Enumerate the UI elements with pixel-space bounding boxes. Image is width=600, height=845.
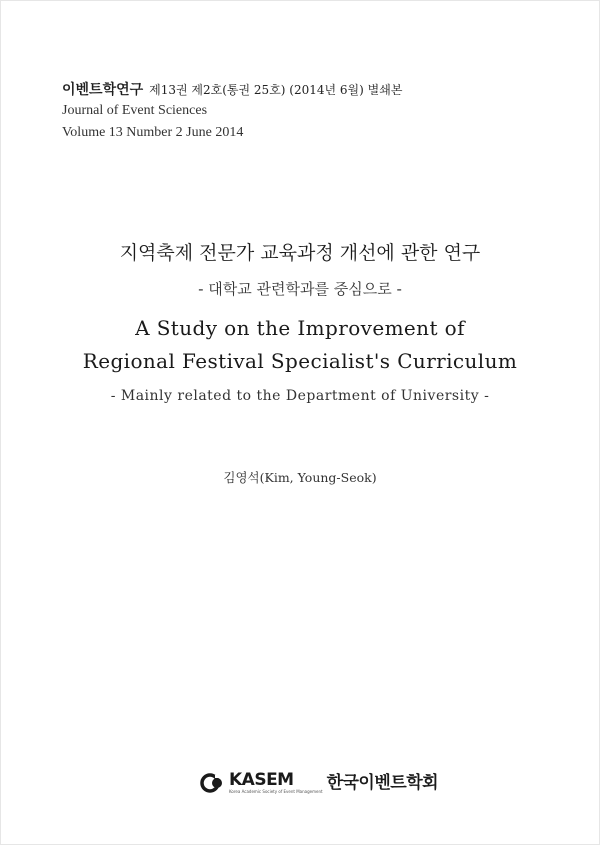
journal-line-ko (62, 80, 402, 100)
publisher-logo (200, 770, 438, 796)
journal-volume-en: Volume 13 Number 2 June 2014 (62, 125, 244, 140)
paper-subtitle-ko: - 대학교 관련학과를 중심으로 - (198, 280, 402, 298)
paper-subtitle-en: - Mainly related to the Department of University - (110, 388, 490, 404)
journal-name-en: Journal of Event Sciences (62, 103, 208, 118)
publisher-name-ko: 한국이벤트학회 (326, 773, 439, 793)
paper-title-ko: 지역축제 전문가 교육과정 개선에 관한 연구 (119, 242, 481, 264)
kasem-wordmark (229, 772, 323, 794)
journal-header (62, 80, 402, 144)
kasem-logo-tagline: Korea Academic Society of Event Management (229, 789, 323, 794)
paper-author: 김영석(Kim, Young-Seok) (223, 470, 377, 485)
kasem-logo-icon (200, 772, 226, 794)
paper-title-en-line1: A Study on the Improvement of (135, 316, 465, 340)
journal-name-ko: 이벤트학연구 (62, 82, 144, 98)
journal-volume-ko: 제13권 제2호(통권 25호) (2014년 6월) 별쇄본 (149, 83, 403, 97)
paper-title-en-line2: Regional Festival Specialist's Curriculum (82, 349, 518, 373)
kasem-logo-word: KASEM (229, 770, 294, 790)
